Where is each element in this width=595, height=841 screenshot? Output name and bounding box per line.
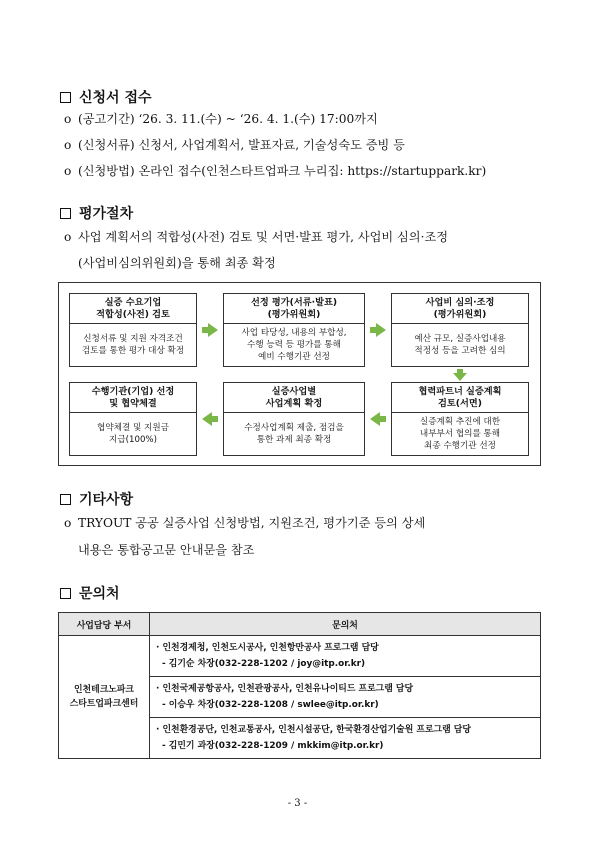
bullet-item: o TRYOUT 공공 실증사업 신청방법, 지원조건, 평가기준 등의 상세 xyxy=(64,516,426,530)
arrow-right-icon xyxy=(208,323,218,337)
section-title-application: 신청서 접수 xyxy=(60,87,152,107)
flow-step-4: 협력파트너 실증계획 검토(서면) 실증계획 추진에 대한 내부부서 협의를 통해 최종 수행기관 선정 xyxy=(391,382,529,456)
bullet-item: o (공고기간) ‘26. 3. 11.(수) ~ ‘26. 4. 1.(수) 17:00까지 xyxy=(64,112,378,126)
square-icon xyxy=(60,588,71,599)
arrow-left-icon xyxy=(202,412,212,426)
flow-step-3: 사업비 심의·조정 (평가위원회) 예산 규모, 실증사업내용 적정성 등을 고려한 심의 xyxy=(391,293,529,367)
dept-cell: 인천테크노파크 스타트업파크센터 xyxy=(59,636,150,759)
flow-step-2: 선정 평가(서류·발표) (평가위원회) 사업 타당성, 내용의 부합성, 수행 능력 등 평가를 통해 예비 수행기관 선정 xyxy=(223,293,365,367)
arrow-down-icon xyxy=(453,373,467,381)
bullet-continuation: (사업비심의위원회)을 통해 최종 확정 xyxy=(78,256,276,270)
table-header-row xyxy=(59,613,541,636)
bullet-item: o (신청방법) 온라인 접수(인천스타트업파크 누리집: https://startuppark.kr) xyxy=(64,164,487,178)
contact-cell: · 인천경제청, 인천도시공사, 인천항만공사 프로그램 담당 - 김기순 차장(032-228-1202 / joy@itp.or.kr) xyxy=(150,636,541,677)
page-number: - 3 - xyxy=(287,798,308,809)
arrow-right-icon xyxy=(376,323,386,337)
bullet-continuation: 내용은 통합공고문 안내문을 참조 xyxy=(78,543,255,557)
contact-cell: · 인천환경공단, 인천교통공사, 인천시설공단, 한국환경산업기술원 프로그램 담당 - 김민기 과장(032-228-1209 / mkkim@itp.or.kr) xyxy=(150,718,541,759)
header-contact: 문의처 xyxy=(150,613,541,636)
square-icon xyxy=(60,494,71,505)
table-row xyxy=(59,636,541,677)
evaluation-flow-diagram xyxy=(58,282,541,466)
flow-step-5: 실증사업별 사업계획 확정 수정사업계획 제출, 점검을 통한 과제 최종 확정 xyxy=(223,382,365,456)
flow-step-1: 실증 수요기업 적합성(사전) 검토 신청서류 및 지원 자격조건 검토를 통한 평가 대상 확정 xyxy=(69,293,197,367)
section-title-contact: 문의처 xyxy=(60,583,120,603)
section-title-evaluation: 평가절차 xyxy=(60,203,133,223)
bullet-item: o 사업 계획서의 적합성(사전) 검토 및 서면·발표 평가, 사업비 심의·조정 xyxy=(64,230,448,244)
contact-table xyxy=(58,612,541,759)
section-title-other: 기타사항 xyxy=(60,489,133,509)
arrow-left-icon xyxy=(212,416,218,422)
header-dept: 사업담당 부서 xyxy=(59,613,150,636)
square-icon xyxy=(60,208,71,219)
bullet-item: o (신청서류) 신청서, 사업계획서, 발표자료, 기술성숙도 증빙 등 xyxy=(64,138,405,152)
square-icon xyxy=(60,92,71,103)
flow-step-6: 수행기관(기업) 선정 및 협약체결 협약체결 및 지원금 지급(100%) xyxy=(69,382,197,456)
arrow-left-icon xyxy=(380,416,386,422)
arrow-left-icon xyxy=(370,412,380,426)
contact-cell: · 인천국제공항공사, 인천관광공사, 인천유나이티드 프로그램 담당 - 이승우 차장(032-228-1208 / swlee@itp.or.kr) xyxy=(150,677,541,718)
